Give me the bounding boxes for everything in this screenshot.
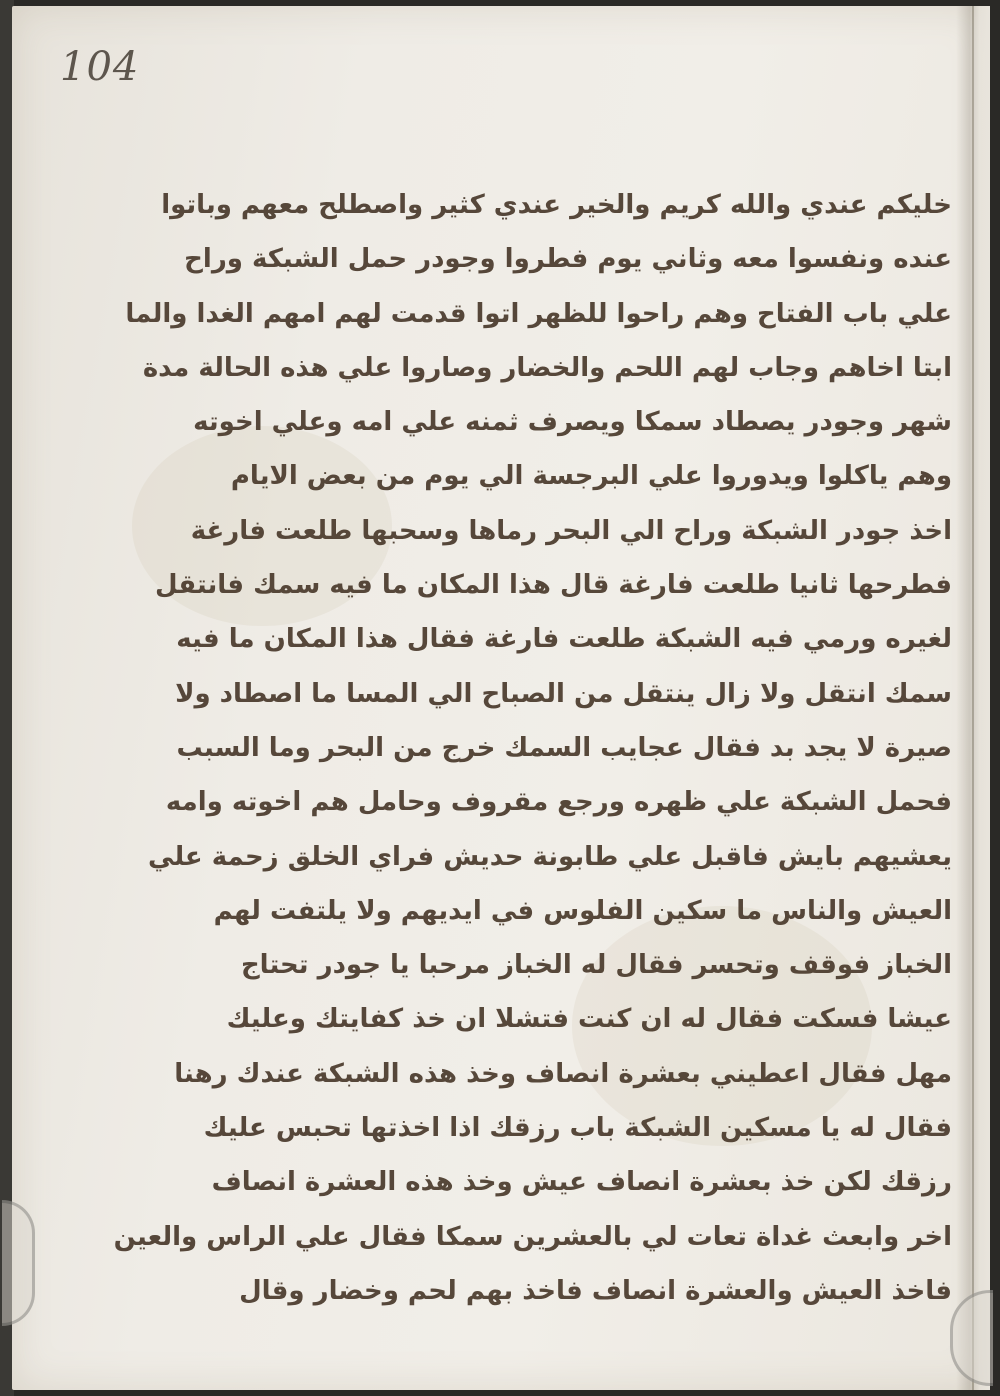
text-line: العيش والناس ما سكين الفلوس في ايديهم ولا يلتفت لهم [213, 895, 952, 926]
text-line: يعشيهم بايش فاقبل علي طابونة حديش فراي الخلق زحمة علي [148, 841, 952, 872]
gutter-line [972, 6, 974, 1390]
text-line: علي باب الفتاح وهم راحوا للظهر اتوا قدمت لهم امهم الغدا والما [125, 298, 952, 329]
text-line: فاخذ العيش والعشرة انصاف فاخذ بهم لحم وخضار وقال [239, 1275, 952, 1306]
text-line: مهل فقال اعطيني بعشرة انصاف وخذ هذه الشبكة عندك رهنا [174, 1058, 952, 1089]
text-line: اخذ جودر الشبكة وراح الي البحر رماها وسحبها طلعت فارغة [190, 515, 952, 546]
binding-clip [2, 1200, 35, 1326]
manuscript-page [12, 6, 990, 1390]
manuscript-text [113, 178, 952, 1318]
text-line: عيشا فسكت فقال له ان كنت فتشلا ان خذ كفايتك وعليك [226, 1004, 952, 1035]
folio-number: 104 [60, 44, 140, 90]
text-line: صيرة لا يجد بد فقال عجايب السمك خرج من البحر وما السبب [176, 732, 952, 763]
text-line: اخر وابعث غداة تعات لي بالعشرين سمكا فقال علي الراس والعين [113, 1221, 952, 1252]
text-line: فقال له يا مسكين الشبكة باب رزقك اذا اخذتها تحبس عليك [203, 1113, 952, 1144]
text-line: ابتا اخاهم وجاب لهم اللحم والخضار وصاروا علي هذه الحالة مدة [142, 352, 952, 383]
text-line: لغيره ورمي فيه الشبكة طلعت فارغة فقال هذا المكان ما فيه [176, 624, 952, 655]
text-line: رزقك لكن خذ بعشرة انصاف عيش وخذ هذه العشرة انصاف [211, 1167, 952, 1198]
text-line: عنده ونفسوا معه وثاني يوم فطروا وجودر حمل الشبكة وراح [184, 244, 952, 275]
text-line: فحمل الشبكة علي ظهره ورجع مقروف وحامل هم اخوته وامه [165, 787, 952, 818]
text-line: خليكم عندي والله كريم والخير عندي كثير واصطلح معهم وباتوا [161, 190, 952, 220]
text-line: فطرحها ثانيا طلعت فارغة قال هذا المكان ما فيه سمك فانتقل [155, 570, 952, 601]
text-line: سمك انتقل ولا زال ينتقل من الصباح الي المسا ما اصطاد ولا [175, 678, 952, 709]
text-line: شهر وجودر يصطاد سمكا ويصرف ثمنه علي امه وعلي اخوته [193, 407, 952, 438]
text-line: الخباز فوقف وتحسر فقال له الخباز مرحبا يا جودر تحتاج [240, 950, 952, 981]
text-line: وهم ياكلوا ويدوروا علي البرجسة الي يوم من بعض الايام [230, 461, 952, 492]
